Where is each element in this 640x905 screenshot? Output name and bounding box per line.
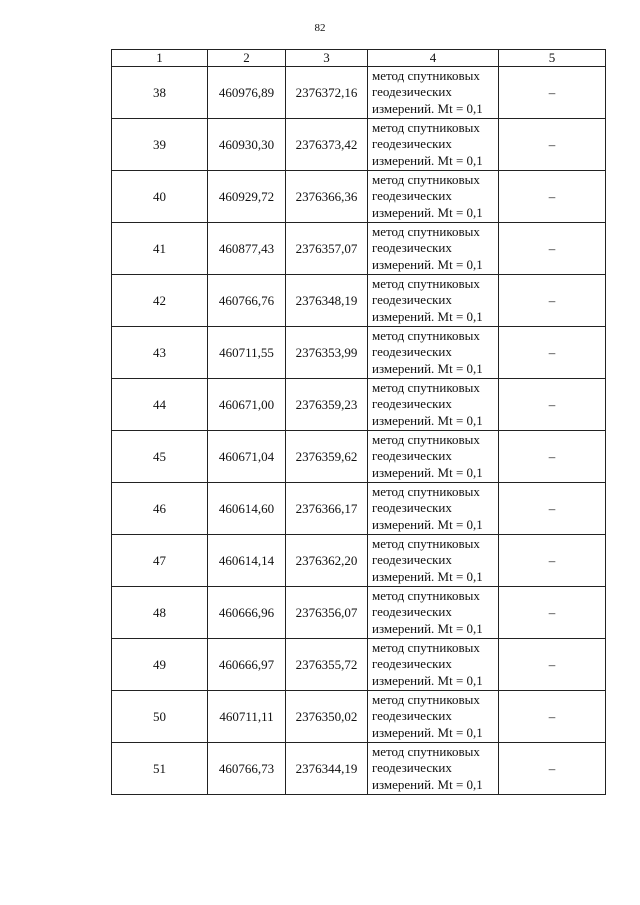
note-cell: –	[499, 275, 606, 327]
table-row	[112, 223, 606, 275]
method-line-1: метод спутниковых	[372, 743, 480, 759]
note-cell: –	[499, 587, 606, 639]
coordinate-x: 460666,96	[208, 587, 286, 639]
table-body	[112, 67, 606, 795]
determination-method	[368, 171, 499, 223]
header-col-4: 4	[368, 50, 499, 67]
coordinate-x: 460976,89	[208, 67, 286, 119]
table-row	[112, 379, 606, 431]
note-cell: –	[499, 639, 606, 691]
coordinate-x: 460711,55	[208, 327, 286, 379]
point-number: 44	[112, 379, 208, 431]
coordinate-y: 2376359,62	[286, 431, 368, 483]
method-line-3: измерений. Mt = 0,1	[372, 412, 483, 428]
determination-method	[368, 691, 499, 743]
method-line-3: измерений. Mt = 0,1	[372, 464, 483, 480]
point-number: 45	[112, 431, 208, 483]
method-line-3: измерений. Mt = 0,1	[372, 100, 483, 116]
coordinate-x: 460766,73	[208, 743, 286, 795]
method-line-1: метод спутниковых	[372, 171, 480, 187]
table-row	[112, 743, 606, 795]
determination-method	[368, 535, 499, 587]
coordinates-table	[111, 49, 606, 795]
method-line-3: измерений. Mt = 0,1	[372, 672, 483, 688]
table-row	[112, 171, 606, 223]
table-row	[112, 119, 606, 171]
coordinate-y: 2376355,72	[286, 639, 368, 691]
coordinate-x: 460614,60	[208, 483, 286, 535]
coordinate-x: 460877,43	[208, 223, 286, 275]
table-row	[112, 483, 606, 535]
header-col-3: 3	[286, 50, 368, 67]
header-col-5: 5	[499, 50, 606, 67]
coordinate-x: 460614,14	[208, 535, 286, 587]
method-line-2: геодезических	[372, 708, 452, 724]
table-row	[112, 587, 606, 639]
point-number: 43	[112, 327, 208, 379]
note-cell: –	[499, 171, 606, 223]
method-line-1: метод спутниковых	[372, 275, 480, 291]
table-row	[112, 691, 606, 743]
coordinate-y: 2376350,02	[286, 691, 368, 743]
coordinate-y: 2376366,17	[286, 483, 368, 535]
table-row	[112, 431, 606, 483]
method-line-2: геодезических	[372, 240, 452, 256]
method-line-3: измерений. Mt = 0,1	[372, 568, 483, 584]
determination-method	[368, 119, 499, 171]
method-line-1: метод спутниковых	[372, 223, 480, 239]
method-line-1: метод спутниковых	[372, 535, 480, 551]
point-number: 40	[112, 171, 208, 223]
coordinate-y: 2376366,36	[286, 171, 368, 223]
method-line-3: измерений. Mt = 0,1	[372, 204, 483, 220]
method-line-2: геодезических	[372, 500, 452, 516]
method-line-3: измерений. Mt = 0,1	[372, 360, 483, 376]
table-row	[112, 535, 606, 587]
note-cell: –	[499, 691, 606, 743]
point-number: 39	[112, 119, 208, 171]
table-header	[112, 50, 606, 67]
coordinate-x: 460671,04	[208, 431, 286, 483]
point-number: 41	[112, 223, 208, 275]
method-line-2: геодезических	[372, 84, 452, 100]
note-cell: –	[499, 743, 606, 795]
table-row	[112, 67, 606, 119]
coordinate-y: 2376356,07	[286, 587, 368, 639]
header-row	[112, 50, 606, 67]
determination-method	[368, 223, 499, 275]
method-line-1: метод спутниковых	[372, 379, 480, 395]
note-cell: –	[499, 431, 606, 483]
method-line-1: метод спутниковых	[372, 691, 480, 707]
method-line-2: геодезических	[372, 760, 452, 776]
method-line-3: измерений. Mt = 0,1	[372, 308, 483, 324]
coordinate-y: 2376357,07	[286, 223, 368, 275]
note-cell: –	[499, 327, 606, 379]
determination-method	[368, 483, 499, 535]
method-line-3: измерений. Mt = 0,1	[372, 724, 483, 740]
coordinate-y: 2376372,16	[286, 67, 368, 119]
table-row	[112, 327, 606, 379]
point-number: 47	[112, 535, 208, 587]
coordinate-y: 2376362,20	[286, 535, 368, 587]
method-line-3: измерений. Mt = 0,1	[372, 152, 483, 168]
note-cell: –	[499, 535, 606, 587]
method-line-2: геодезических	[372, 448, 452, 464]
determination-method	[368, 587, 499, 639]
method-line-2: геодезических	[372, 344, 452, 360]
method-line-1: метод спутниковых	[372, 67, 480, 83]
method-line-1: метод спутниковых	[372, 119, 480, 135]
header-col-2: 2	[208, 50, 286, 67]
note-cell: –	[499, 223, 606, 275]
determination-method	[368, 743, 499, 795]
determination-method	[368, 67, 499, 119]
point-number: 38	[112, 67, 208, 119]
method-line-2: геодезических	[372, 656, 452, 672]
point-number: 46	[112, 483, 208, 535]
determination-method	[368, 275, 499, 327]
point-number: 48	[112, 587, 208, 639]
table-row	[112, 275, 606, 327]
coordinate-y: 2376353,99	[286, 327, 368, 379]
method-line-2: геодезических	[372, 188, 452, 204]
header-col-1: 1	[112, 50, 208, 67]
method-line-1: метод спутниковых	[372, 483, 480, 499]
method-line-2: геодезических	[372, 552, 452, 568]
method-line-2: геодезических	[372, 292, 452, 308]
method-line-1: метод спутниковых	[372, 587, 480, 603]
coordinate-x: 460929,72	[208, 171, 286, 223]
method-line-3: измерений. Mt = 0,1	[372, 256, 483, 272]
point-number: 49	[112, 639, 208, 691]
point-number: 50	[112, 691, 208, 743]
point-number: 42	[112, 275, 208, 327]
coordinate-y: 2376359,23	[286, 379, 368, 431]
note-cell: –	[499, 483, 606, 535]
determination-method	[368, 379, 499, 431]
coordinate-x: 460666,97	[208, 639, 286, 691]
method-line-3: измерений. Mt = 0,1	[372, 776, 483, 792]
determination-method	[368, 327, 499, 379]
coordinate-x: 460930,30	[208, 119, 286, 171]
determination-method	[368, 431, 499, 483]
method-line-2: геодезических	[372, 396, 452, 412]
coordinate-x: 460671,00	[208, 379, 286, 431]
method-line-2: геодезических	[372, 604, 452, 620]
method-line-1: метод спутниковых	[372, 431, 480, 447]
method-line-3: измерений. Mt = 0,1	[372, 620, 483, 636]
method-line-2: геодезических	[372, 136, 452, 152]
method-line-1: метод спутниковых	[372, 327, 480, 343]
note-cell: –	[499, 67, 606, 119]
method-line-1: метод спутниковых	[372, 639, 480, 655]
table-row	[112, 639, 606, 691]
note-cell: –	[499, 379, 606, 431]
point-number: 51	[112, 743, 208, 795]
coordinate-x: 460711,11	[208, 691, 286, 743]
coordinate-x: 460766,76	[208, 275, 286, 327]
method-line-3: измерений. Mt = 0,1	[372, 516, 483, 532]
determination-method	[368, 639, 499, 691]
coordinate-y: 2376373,42	[286, 119, 368, 171]
note-cell: –	[499, 119, 606, 171]
coordinate-y: 2376348,19	[286, 275, 368, 327]
coordinate-y: 2376344,19	[286, 743, 368, 795]
page-number: 82	[314, 22, 326, 34]
